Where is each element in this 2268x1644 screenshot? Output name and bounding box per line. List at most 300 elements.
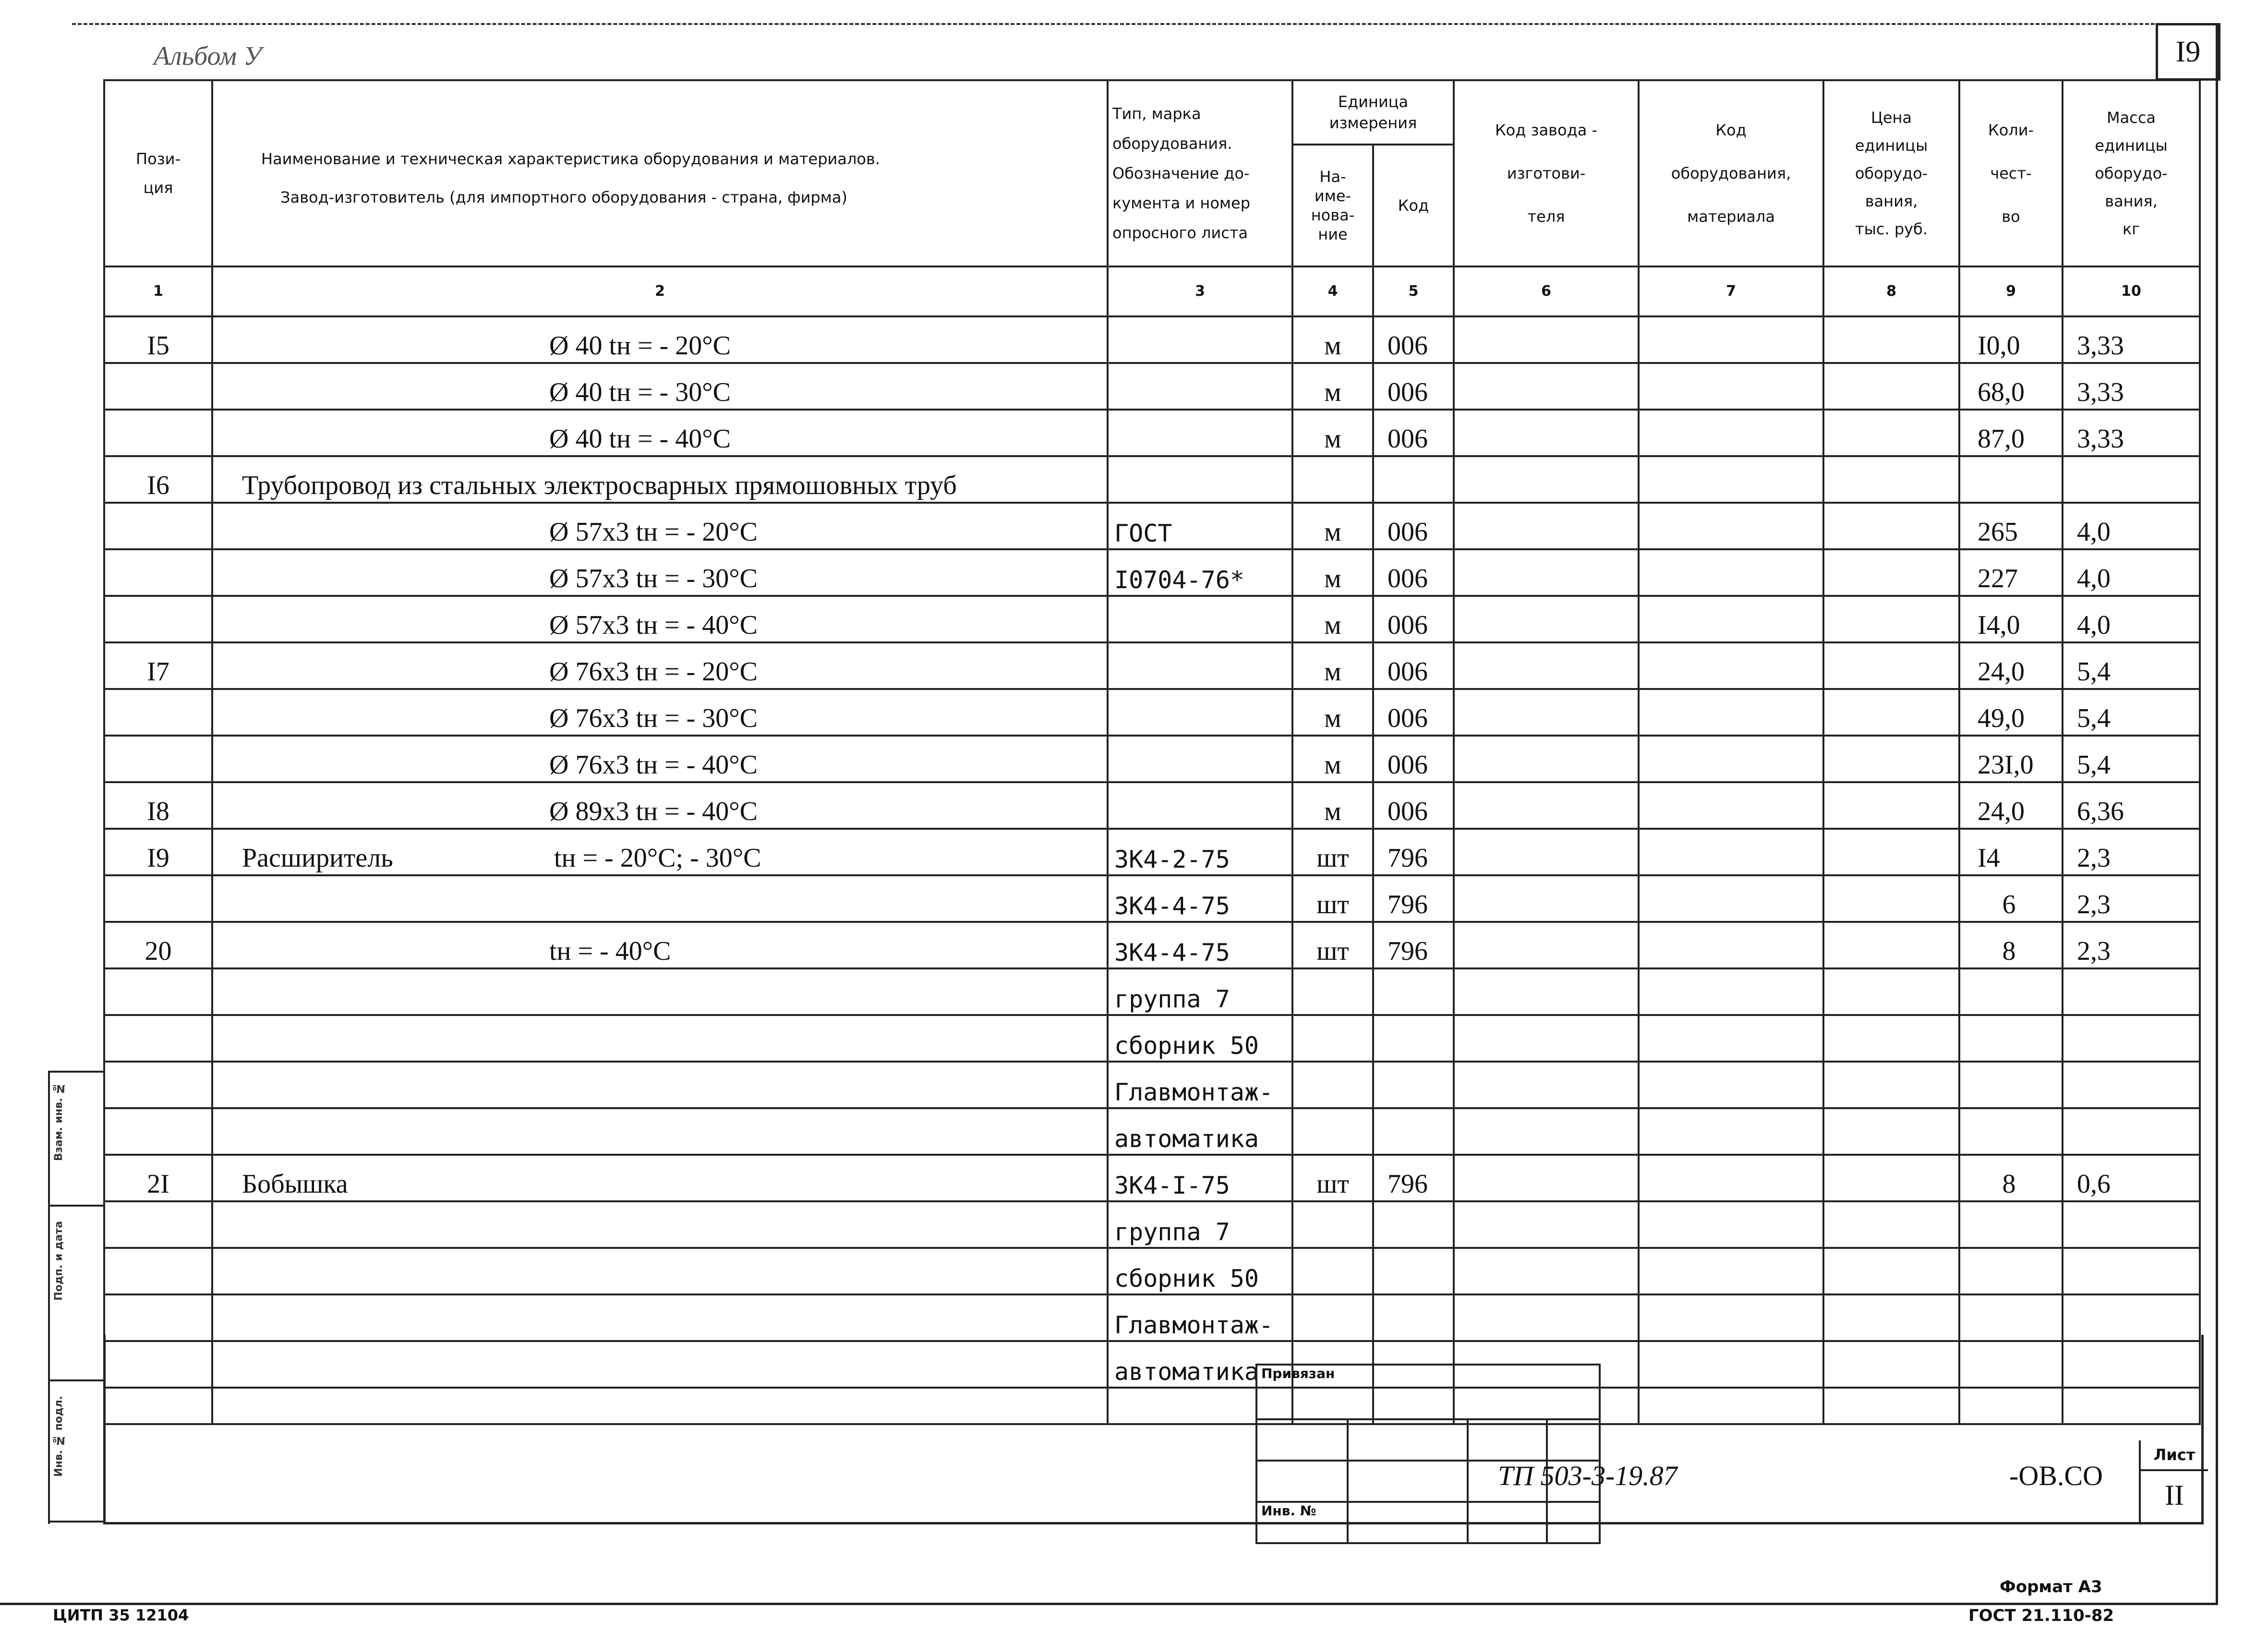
table-row [104, 968, 2200, 1015]
cell-price [1823, 875, 1959, 922]
cell-position [104, 689, 212, 736]
cell-mass: 5,4 [2063, 689, 2200, 736]
col-header-name [212, 80, 1108, 266]
cell-unit-name: м [1292, 642, 1373, 689]
cell-equipment-code [1639, 1108, 1823, 1155]
table-row [104, 1201, 2200, 1248]
cell-unit-name [1292, 1201, 1373, 1248]
cell-price [1823, 1155, 1959, 1201]
cell-mass: 4,0 [2063, 596, 2200, 642]
cell-mass [2063, 1015, 2200, 1062]
cell-name [212, 456, 1108, 503]
cell-unit-name: м [1292, 689, 1373, 736]
cell-unit-code: 796 [1373, 922, 1454, 968]
table-row [104, 689, 2200, 736]
item-spec: tн = - 20°С; - 30°С [554, 843, 761, 873]
item-spec: tн = - 40°С [549, 936, 671, 966]
col-header-name-line1: Наименование и техническая характеристика оборудования и материалов. [261, 150, 880, 168]
cell-quantity: 227 [1959, 549, 2063, 596]
cell-unit-name [1292, 1062, 1373, 1108]
cell-document [1108, 736, 1292, 782]
cell-unit-code [1373, 1248, 1454, 1294]
cell-price [1823, 922, 1959, 968]
cell-mass [2063, 456, 2200, 503]
footer-format: Формат А3 [2000, 1577, 2102, 1596]
col-number-10: 10 [2063, 266, 2200, 316]
col-header-maker-code: Код завода - изготови- теля [1454, 80, 1639, 266]
cell-maker-code [1454, 922, 1639, 968]
cell-mass [2063, 1201, 2200, 1248]
top-rule [72, 23, 2218, 25]
cell-maker-code [1454, 642, 1639, 689]
cell-unit-code [1373, 1294, 1454, 1341]
cell-name [212, 410, 1108, 456]
cell-mass: 2,3 [2063, 922, 2200, 968]
item-spec: Ø 57x3 tн = - 30°С [549, 564, 758, 593]
cell-name [212, 1108, 1108, 1155]
footer-stamp: ЦИТП 35 12104 [53, 1606, 189, 1624]
cell-mass: 3,33 [2063, 363, 2200, 410]
cell-price [1823, 1108, 1959, 1155]
col-header-position: Пози- ция [104, 80, 212, 266]
table-row [104, 410, 2200, 456]
cell-document: группа 7 [1108, 968, 1292, 1015]
item-spec: Ø 76x3 tн = - 40°С [549, 750, 758, 780]
cell-document: ЗК4-I-75 [1108, 1155, 1292, 1201]
cell-quantity [1959, 456, 2063, 503]
cell-unit-code [1373, 1062, 1454, 1108]
cell-equipment-code [1639, 363, 1823, 410]
table-row [104, 1155, 2200, 1201]
cell-quantity: 24,0 [1959, 782, 2063, 829]
item-name: Бобышка [242, 1169, 348, 1199]
cell-name [212, 596, 1108, 642]
cell-unit-name: м [1292, 782, 1373, 829]
cell-maker-code [1454, 1108, 1639, 1155]
cell-unit-code: 006 [1373, 736, 1454, 782]
cell-name [212, 1015, 1108, 1062]
cell-equipment-code [1639, 736, 1823, 782]
cell-unit-name: м [1292, 363, 1373, 410]
approval-grid [1255, 1364, 1601, 1544]
cell-equipment-code [1639, 1248, 1823, 1294]
cell-equipment-code [1639, 829, 1823, 875]
cell-name [212, 736, 1108, 782]
cell-mass [2063, 968, 2200, 1015]
cell-unit-name [1292, 1108, 1373, 1155]
table-row [104, 456, 2200, 503]
cell-name [212, 642, 1108, 689]
cell-quantity: 49,0 [1959, 689, 2063, 736]
table-row [104, 875, 2200, 922]
cell-position: I5 [104, 316, 212, 363]
table-row [104, 503, 2200, 549]
cell-unit-code: 006 [1373, 503, 1454, 549]
cell-position [104, 1201, 212, 1248]
cell-price [1823, 1248, 1959, 1294]
cell-equipment-code [1639, 1294, 1823, 1341]
col-number-1: 1 [104, 266, 212, 316]
cell-document: автоматика [1108, 1108, 1292, 1155]
cell-price [1823, 316, 1959, 363]
footer-gost: ГОСТ 21.110-82 [1968, 1606, 2114, 1625]
cell-quantity: 68,0 [1959, 363, 2063, 410]
strip-label-signature-date: Подп. и дата [53, 1221, 65, 1301]
cell-position [104, 549, 212, 596]
table-row [104, 316, 2200, 363]
cell-equipment-code [1639, 596, 1823, 642]
cell-maker-code [1454, 363, 1639, 410]
cell-document: I0704-76* [1108, 549, 1292, 596]
cell-unit-name: шт [1292, 922, 1373, 968]
cell-price [1823, 1062, 1959, 1108]
col-header-name-line2: Завод-изготовитель (для импортного оборудования - страна, фирма) [280, 188, 847, 206]
cell-price [1823, 503, 1959, 549]
cell-mass: 0,6 [2063, 1155, 2200, 1201]
cell-document [1108, 642, 1292, 689]
item-spec: Ø 89x3 tн = - 40°С [549, 797, 758, 826]
cell-maker-code [1454, 596, 1639, 642]
col-number-4: 4 [1292, 266, 1373, 316]
cell-document: ЗК4-4-75 [1108, 875, 1292, 922]
table-row [104, 1248, 2200, 1294]
cell-document: Главмонтаж- [1108, 1294, 1292, 1341]
cell-price [1823, 829, 1959, 875]
cell-mass [2063, 1108, 2200, 1155]
cell-name [212, 316, 1108, 363]
col-number-6: 6 [1454, 266, 1639, 316]
cell-document: сборник 50 [1108, 1015, 1292, 1062]
cell-document: ЗК4-2-75 [1108, 829, 1292, 875]
item-spec: Ø 40 tн = - 20°С [549, 331, 731, 361]
cell-price [1823, 456, 1959, 503]
cell-unit-name: шт [1292, 829, 1373, 875]
cell-name [212, 1062, 1108, 1108]
grid-cell [1256, 1461, 1348, 1502]
sheet-number: II [2165, 1479, 2184, 1511]
cell-quantity: 87,0 [1959, 410, 2063, 456]
cell-maker-code [1454, 549, 1639, 596]
cell-maker-code [1454, 1248, 1639, 1294]
cell-unit-name [1292, 1294, 1373, 1341]
cell-unit-code [1373, 456, 1454, 503]
cell-price [1823, 689, 1959, 736]
cell-name [212, 829, 1108, 875]
cell-quantity: 24,0 [1959, 642, 2063, 689]
cell-quantity: 8 [1959, 922, 2063, 968]
col-number-7: 7 [1639, 266, 1823, 316]
cell-mass [2063, 1248, 2200, 1294]
cell-document [1108, 456, 1292, 503]
cell-equipment-code [1639, 642, 1823, 689]
cell-position [104, 875, 212, 922]
cell-equipment-code [1639, 1201, 1823, 1248]
cell-quantity [1959, 1294, 2063, 1341]
cell-quantity: 8 [1959, 1155, 2063, 1201]
cell-name [212, 875, 1108, 922]
cell-position [104, 1248, 212, 1294]
sheet-label: Лист [2141, 1440, 2208, 1471]
cell-position [104, 1015, 212, 1062]
cell-equipment-code [1639, 456, 1823, 503]
cell-price [1823, 596, 1959, 642]
table-row [104, 596, 2200, 642]
cell-equipment-code [1639, 968, 1823, 1015]
cell-maker-code [1454, 1155, 1639, 1201]
col-number-2: 2 [212, 266, 1108, 316]
item-spec: Ø 76x3 tн = - 30°С [549, 703, 758, 733]
specification-body [104, 316, 2200, 1424]
cell-position: 2I [104, 1155, 212, 1201]
col-number-5: 5 [1373, 266, 1454, 316]
cell-equipment-code [1639, 689, 1823, 736]
cell-mass [2063, 1062, 2200, 1108]
cell-quantity: 6 [1959, 875, 2063, 922]
cell-position [104, 968, 212, 1015]
cell-maker-code [1454, 316, 1639, 363]
cell-price [1823, 642, 1959, 689]
cell-maker-code [1454, 1201, 1639, 1248]
cell-document [1108, 410, 1292, 456]
cell-unit-name [1292, 968, 1373, 1015]
cell-price [1823, 1294, 1959, 1341]
cell-price [1823, 782, 1959, 829]
item-spec: Ø 57x3 tн = - 20°С [549, 517, 758, 547]
cell-maker-code [1454, 968, 1639, 1015]
cell-unit-code: 796 [1373, 829, 1454, 875]
cell-unit-code [1373, 1015, 1454, 1062]
table-row [104, 549, 2200, 596]
table-row [104, 1015, 2200, 1062]
table-row [104, 736, 2200, 782]
table-row [104, 363, 2200, 410]
cell-unit-name: м [1292, 736, 1373, 782]
cell-position: 20 [104, 922, 212, 968]
cell-position [104, 736, 212, 782]
cell-document: ГОСТ [1108, 503, 1292, 549]
cell-name [212, 1294, 1108, 1341]
cell-position [104, 503, 212, 549]
cell-unit-code: 006 [1373, 363, 1454, 410]
item-spec: Ø 57x3 tн = - 40°С [549, 610, 758, 640]
table-row [104, 922, 2200, 968]
cell-mass: 6,36 [2063, 782, 2200, 829]
cell-maker-code [1454, 456, 1639, 503]
cell-document [1108, 363, 1292, 410]
tied-label: Привязан [1256, 1365, 1600, 1419]
strip-label-replaced-inv: Взам. инв. № [53, 1082, 65, 1161]
cell-maker-code [1454, 410, 1639, 456]
cell-maker-code [1454, 689, 1639, 736]
cell-mass: 3,33 [2063, 316, 2200, 363]
cell-document [1108, 316, 1292, 363]
cell-document [1108, 782, 1292, 829]
col-number-9: 9 [1959, 266, 2063, 316]
cell-unit-code [1373, 968, 1454, 1015]
col-header-type: Тип, марка оборудования. Обозначение до- кумента и номер опросного листа [1108, 80, 1292, 266]
cell-unit-name [1292, 1248, 1373, 1294]
specification-table [103, 79, 2201, 1425]
cell-mass [2063, 1294, 2200, 1341]
cell-quantity [1959, 1015, 2063, 1062]
page-number: I9 [2156, 23, 2220, 81]
cell-unit-name: м [1292, 316, 1373, 363]
cell-maker-code [1454, 782, 1639, 829]
cell-unit-name: м [1292, 596, 1373, 642]
cell-name [212, 1155, 1108, 1201]
cell-document [1108, 596, 1292, 642]
left-approval-strip [48, 1071, 105, 1524]
col-header-unit-group: Единица измерения [1292, 80, 1454, 145]
title-block [103, 1335, 2204, 1524]
cell-quantity: I0,0 [1959, 316, 2063, 363]
cell-equipment-code [1639, 410, 1823, 456]
col-number-3: 3 [1108, 266, 1292, 316]
cell-equipment-code [1639, 875, 1823, 922]
cell-mass: 4,0 [2063, 549, 2200, 596]
cell-unit-code [1373, 1108, 1454, 1155]
cell-name [212, 689, 1108, 736]
cell-name [212, 922, 1108, 968]
table-row [104, 1062, 2200, 1108]
cell-quantity [1959, 1062, 2063, 1108]
cell-name [212, 782, 1108, 829]
cell-quantity [1959, 968, 2063, 1015]
cell-unit-code: 006 [1373, 549, 1454, 596]
item-spec: Ø 40 tн = - 30°С [549, 377, 731, 407]
col-header-mass: Масса единицы оборудо- вания, кг [2063, 80, 2200, 266]
cell-name [212, 1248, 1108, 1294]
cell-document: Главмонтаж- [1108, 1062, 1292, 1108]
cell-name [212, 503, 1108, 549]
cell-equipment-code [1639, 922, 1823, 968]
cell-position [104, 363, 212, 410]
cell-quantity: 265 [1959, 503, 2063, 549]
cell-equipment-code [1639, 1015, 1823, 1062]
document-code: ТП 503-3-19.87 [1498, 1460, 1677, 1491]
inv-label: Инв. № [1256, 1502, 1348, 1543]
cell-mass: 2,3 [2063, 829, 2200, 875]
cell-mass: 2,3 [2063, 875, 2200, 922]
sheet-box [2139, 1440, 2208, 1522]
cell-position: I6 [104, 456, 212, 503]
cell-unit-code: 006 [1373, 782, 1454, 829]
cell-quantity [1959, 1248, 2063, 1294]
table-row [104, 1108, 2200, 1155]
strip-label-original-inv: Инв. № подл. [53, 1396, 65, 1477]
strip-cell [50, 1381, 105, 1523]
cell-quantity: I4 [1959, 829, 2063, 875]
col-header-price: Цена единицы оборудо- вания, тыс. руб. [1823, 80, 1959, 266]
cell-unit-name [1292, 456, 1373, 503]
strip-cell [50, 1073, 105, 1207]
col-header-unit-code: Код [1373, 145, 1454, 266]
table-row [104, 1294, 2200, 1341]
cell-unit-code: 006 [1373, 410, 1454, 456]
item-spec: Ø 76x3 tн = - 20°С [549, 657, 758, 687]
cell-unit-name: м [1292, 503, 1373, 549]
cell-quantity [1959, 1108, 2063, 1155]
cell-maker-code [1454, 829, 1639, 875]
col-header-equipment-code: Код оборудования, материала [1639, 80, 1823, 266]
cell-unit-code: 796 [1373, 1155, 1454, 1201]
cell-maker-code [1454, 1294, 1639, 1341]
cell-unit-name: шт [1292, 875, 1373, 922]
cell-price [1823, 968, 1959, 1015]
cell-mass: 4,0 [2063, 503, 2200, 549]
cell-unit-code: 006 [1373, 316, 1454, 363]
cell-mass: 5,4 [2063, 642, 2200, 689]
cell-name [212, 1201, 1108, 1248]
table-row [104, 642, 2200, 689]
cell-name [212, 968, 1108, 1015]
cell-position: I9 [104, 829, 212, 875]
cell-position [104, 1294, 212, 1341]
cell-position [104, 596, 212, 642]
cell-quantity [1959, 1201, 2063, 1248]
cell-document: сборник 50 [1108, 1248, 1292, 1294]
cell-maker-code [1454, 1015, 1639, 1062]
table-row [104, 782, 2200, 829]
item-name: Расширитель [242, 843, 393, 873]
cell-equipment-code [1639, 782, 1823, 829]
col-number-8: 8 [1823, 266, 1959, 316]
table-row [104, 829, 2200, 875]
cell-equipment-code [1639, 549, 1823, 596]
cell-price [1823, 736, 1959, 782]
cell-position [104, 1062, 212, 1108]
cell-unit-name: м [1292, 410, 1373, 456]
frame-bottom-border [0, 1603, 2218, 1605]
cell-equipment-code [1639, 316, 1823, 363]
cell-quantity: 23I,0 [1959, 736, 2063, 782]
cell-unit-code: 006 [1373, 642, 1454, 689]
cell-position: I7 [104, 642, 212, 689]
cell-price [1823, 549, 1959, 596]
cell-mass: 3,33 [2063, 410, 2200, 456]
document-suffix: -ОВ.СО [2009, 1460, 2103, 1491]
cell-unit-code: 006 [1373, 689, 1454, 736]
col-header-quantity: Коли- чест- во [1959, 80, 2063, 266]
cell-maker-code [1454, 503, 1639, 549]
cell-document: группа 7 [1108, 1201, 1292, 1248]
cell-price [1823, 363, 1959, 410]
item-spec: Ø 40 tн = - 40°С [549, 424, 731, 454]
strip-cell [50, 1207, 105, 1381]
cell-mass: 5,4 [2063, 736, 2200, 782]
cell-maker-code [1454, 1062, 1639, 1108]
cell-equipment-code [1639, 1155, 1823, 1201]
cell-unit-name [1292, 1015, 1373, 1062]
cell-document: автоматика [1108, 1341, 1292, 1388]
grid-cell [1256, 1419, 1348, 1461]
cell-document: ЗК4-4-75 [1108, 922, 1292, 968]
cell-price [1823, 1201, 1959, 1248]
cell-document [1108, 689, 1292, 736]
cell-position: I8 [104, 782, 212, 829]
cell-quantity: I4,0 [1959, 596, 2063, 642]
cell-name [212, 363, 1108, 410]
cell-unit-name: шт [1292, 1155, 1373, 1201]
cell-unit-code: 006 [1373, 596, 1454, 642]
col-header-unit-name: На- име- нова- ние [1292, 145, 1373, 266]
cell-position [104, 410, 212, 456]
cell-name [212, 549, 1108, 596]
cell-price [1823, 1015, 1959, 1062]
cell-equipment-code [1639, 503, 1823, 549]
cell-maker-code [1454, 736, 1639, 782]
cell-unit-code [1373, 1201, 1454, 1248]
